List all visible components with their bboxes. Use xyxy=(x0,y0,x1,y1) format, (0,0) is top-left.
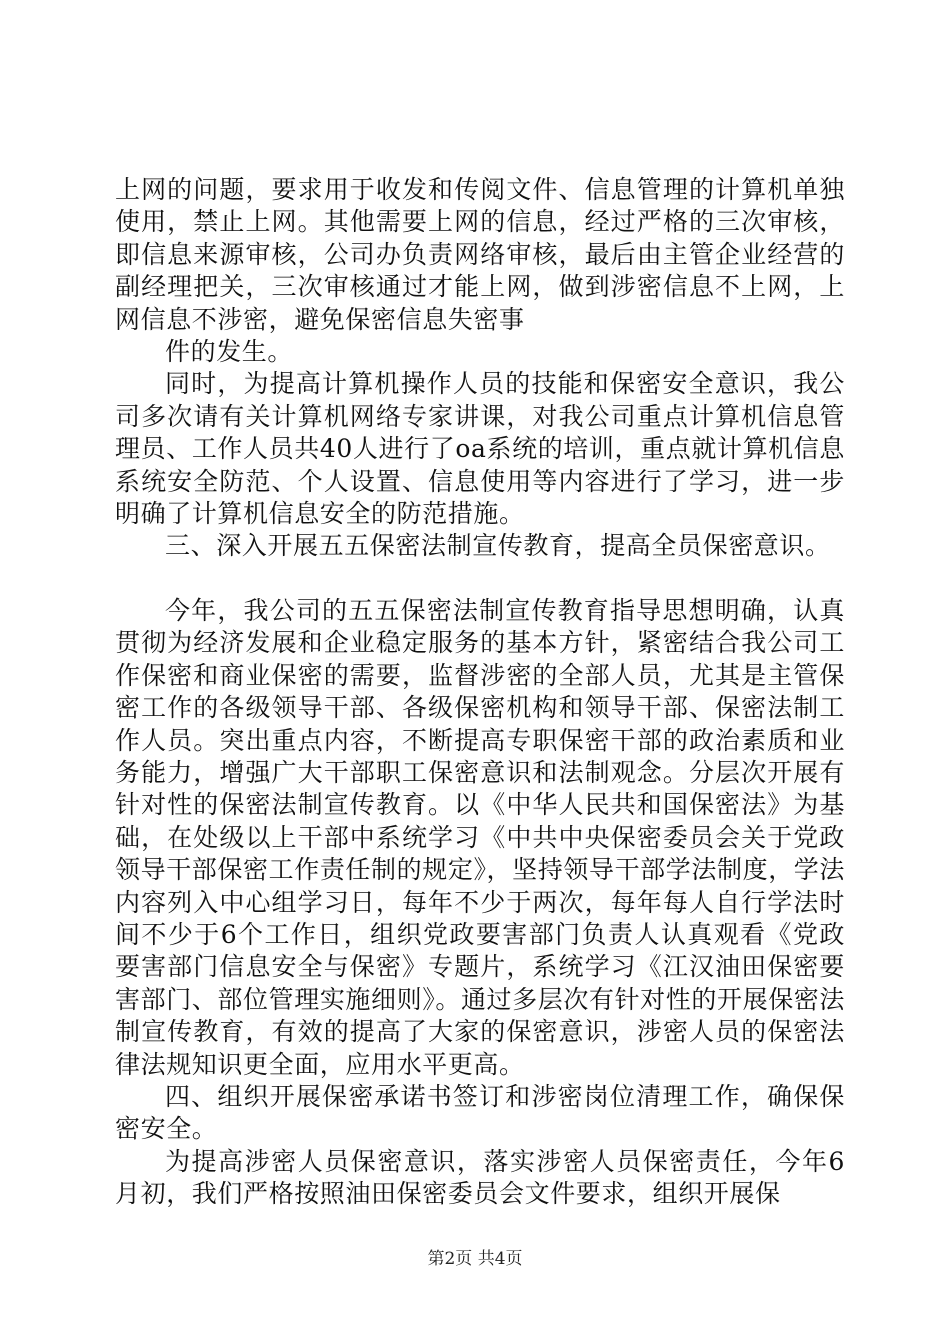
paragraph-legal-education: 今年，我公司的五五保密法制宣传教育指导思想明确，认真贯彻为经济发展和企业稳定服务的基本方针，紧密结合我公司工作保密和商业保密的需要，监督涉密的全部人员，尤其是主管保密工作的各级领导干部、各级保密机构和领导干部、保密法制工作人员。突出重点内容，不断提高专职保密干部的政治素质和业务能力，增强广大干部职工保密意识和法制观念。分层次开展有针对性的保密法制宣传教育。以《中华人民共和国保密法》为基础，在处级以上干部中系统学习《中共中央保密委员会关于党政领导干部保密工作责任制的规定》，坚持领导干部学法制度，学法内容列入中心组学习日，每年不少于两次，每年每人自行学法时间不少于6个工作日，组织党政要害部门负责人认真观看《党政要害部门信息安全与保密》专题片，系统学习《江汉油田保密要害部门、部位管理实施细则》。通过多层次有针对性的开展保密法制宣传教育，有效的提高了大家的保密意识，涉密人员的保密法律法规知识更全面，应用水平更高。 xyxy=(115,595,845,1079)
paragraph-commitment: 为提高涉密人员保密意识，落实涉密人员保密责任，今年6月初，我们严格按照油田保密委员会文件要求，组织开展保 xyxy=(115,1146,845,1209)
paragraph-training: 同时，为提高计算机操作人员的技能和保密安全意识，我公司多次请有关计算机网络专家讲课，对我公司重点计算机信息管理员、工作人员共40人进行了oa系统的培训，重点就计算机信息系统安全防范、个人设置、信息使用等内容进行了学习，进一步明确了计算机信息安全的防范措施。 xyxy=(115,369,845,529)
section-heading-4: 四、组织开展保密承诺书签订和涉密岗位清理工作，确保保密安全。 xyxy=(115,1081,845,1144)
page-footer: 第2页 共4页 xyxy=(427,1249,523,1269)
paragraph-continued: 上网的问题，要求用于收发和传阅文件、信息管理的计算机单独使用，禁止上网。其他需要上网的信息，经过严格的三次审核，即信息来源审核，公司办负责网络审核，最后由主管企业经营的副经理把关，三次审核通过才能上网，做到涉密信息不上网，上网信息不涉密，避免保密信息失密事 xyxy=(115,175,845,334)
document-body xyxy=(115,174,845,1211)
paragraph-gap xyxy=(115,563,845,595)
section-heading-3: 三、深入开展五五保密法制宣传教育，提高全员保密意识。 xyxy=(165,531,831,561)
paragraph-continuation-end: 件的发生。 xyxy=(165,337,294,367)
